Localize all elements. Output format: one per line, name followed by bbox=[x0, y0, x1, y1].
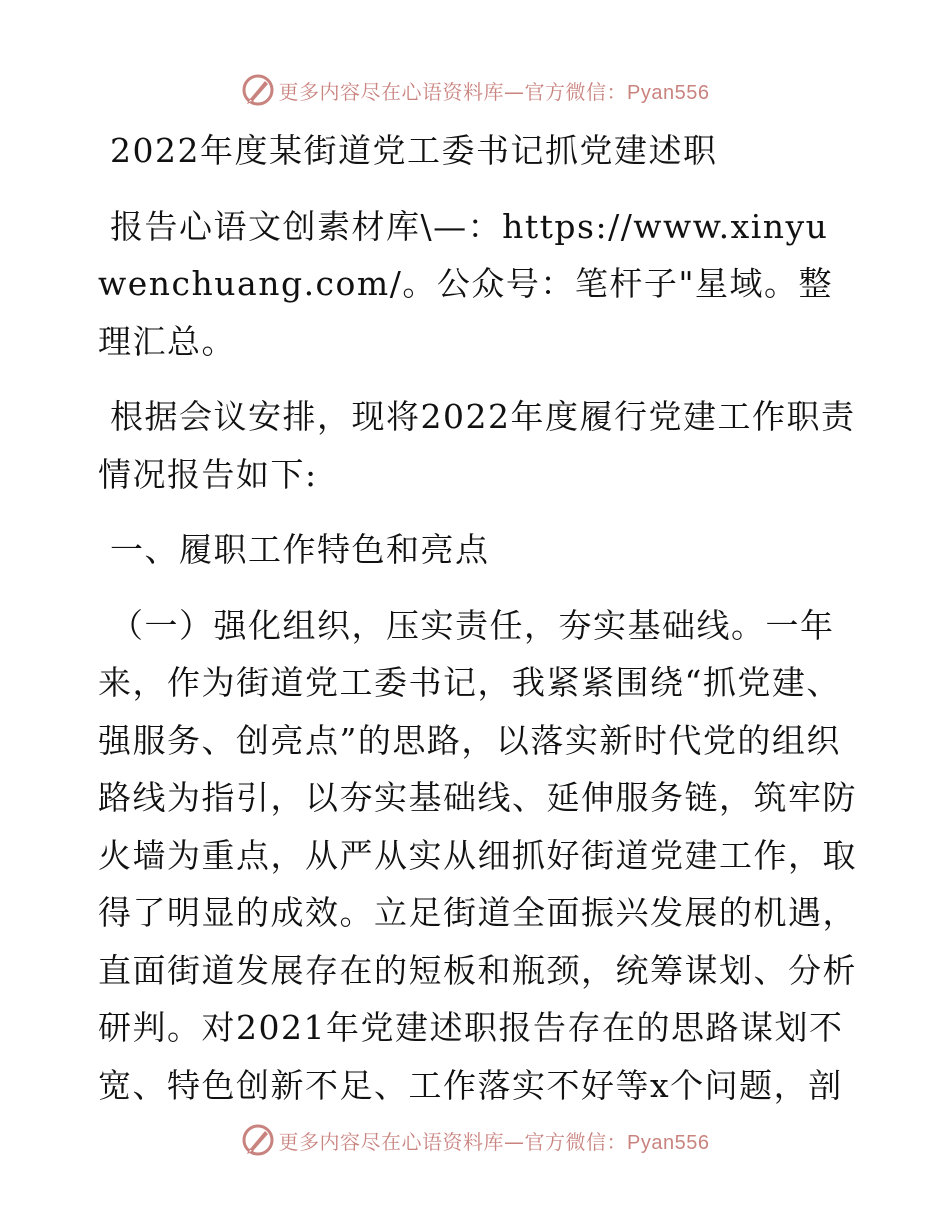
section-heading: 一、履职工作特色和亮点 bbox=[110, 530, 490, 569]
banner-wechat-id: Pyan556 bbox=[627, 81, 710, 104]
banner-dash: — bbox=[504, 79, 525, 104]
banner-main-text: 更多内容尽在心语资料库 bbox=[278, 79, 505, 104]
banner-main-text: 更多内容尽在心语资料库 bbox=[278, 1129, 505, 1154]
document-body bbox=[98, 122, 858, 1114]
quill-pen-logo-icon bbox=[241, 1123, 275, 1157]
banner-label: 官方微信： bbox=[524, 1129, 628, 1154]
header-watermark-banner bbox=[0, 70, 950, 110]
banner-text bbox=[279, 1126, 710, 1155]
banner-text bbox=[279, 76, 710, 105]
banner-wechat-id: Pyan556 bbox=[627, 1131, 710, 1154]
banner-label: 官方微信： bbox=[524, 79, 628, 104]
document-source-note: 报告心语文创素材库\—：https://www.xinyuwenchuang.com/。公众号：笔杆子"星域。整理汇总。 bbox=[98, 206, 833, 361]
quill-pen-logo-icon bbox=[241, 73, 275, 107]
document-intro: 根据会议安排，现将2022年度履行党建工作职责情况报告如下: bbox=[98, 397, 856, 494]
body-paragraph: （一）强化组织，压实责任，夯实基础线。一年来，作为街道党工委书记，我紧紧围绕“抓党建、强服务、创亮点”的思路，以落实新时代党的组织路线为指引，以夯实基础线、延伸服务链，筑牢防火墙为重点，从严从实从细抓好街道党建工作，取得了明显的成效。立足街道全面振兴发展的机遇，直面街道发展存在的短板和瓶颈，统筹谋划、分析研判。对2021年党建述职报告存在的思路谋划不宽、特色创新不足、工作落实不好等x个问题，剖 bbox=[98, 605, 857, 1105]
banner-dash: — bbox=[504, 1129, 525, 1154]
document-title: 2022年度某街道党工委书记抓党建述职 bbox=[110, 131, 718, 170]
footer-watermark-banner bbox=[0, 1120, 950, 1160]
